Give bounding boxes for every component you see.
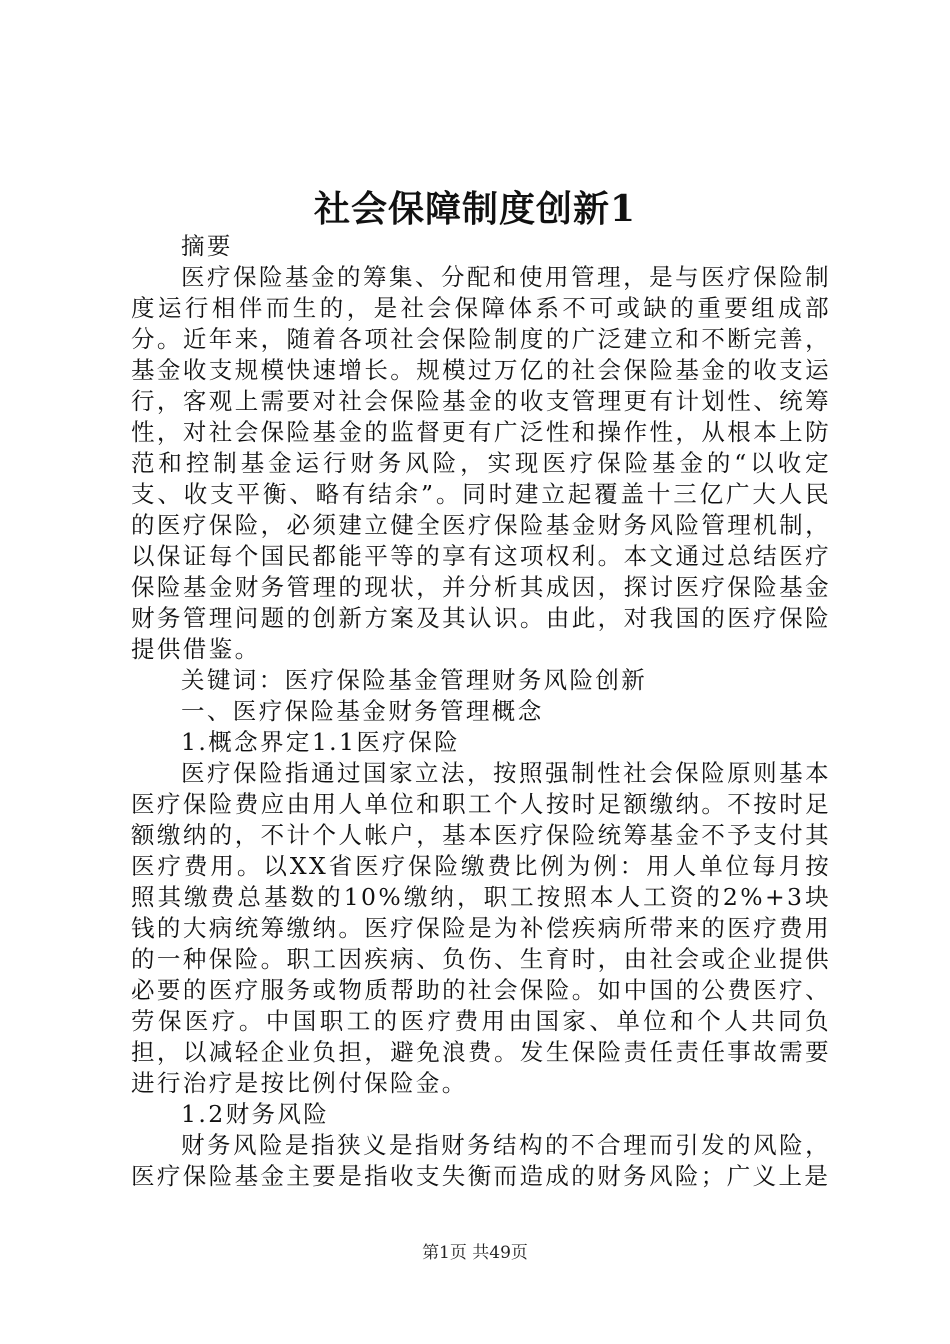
section-heading-1: 一、医疗保险基金财务管理概念 (181, 697, 544, 725)
document-body (131, 231, 831, 1192)
abstract-heading: 摘要 (181, 232, 233, 260)
abstract-paragraph: 医疗保险基金的筹集、分配和使用管理，是与医疗保险制度运行相伴而生的，是社会保障体系不可或缺的重要组成部分。近年来，随着各项社会保险制度的广泛建立和不断完善，基金收支规模快速增长。规模过万亿的社会保险基金的收支运行，客观上需要对社会保险基金的收支管理更有计划性、统筹性，对社会保险基金的监督更有广泛性和操作性，从根本上防范和控制基金运行财务风险，实现医疗保险基金的“以收定支、收支平衡、略有结余”。同时建立起覆盖十三亿广大人民的医疗保险，必须建立健全医疗保险基金财务风险管理机制，以保证每个国民都能平等的享有这项权利。本文通过总结医疗保险基金财务管理的现状，并分析其成因，探讨医疗保险基金财务管理问题的创新方案及其认识。由此，对我国的医疗保险提供借鉴。 (131, 263, 831, 663)
subsection-heading-1-2: 1.2财务风险 (181, 1100, 330, 1128)
medical-insurance-paragraph: 医疗保险指通过国家立法，按照强制性社会保险原则基本医疗保险费应由用人单位和职工个人按时足额缴纳。不按时足额缴纳的，不计个人帐户，基本医疗保险统筹基金不予支付其医疗费用。以XX省医疗保险缴费比例为例：用人单位每月按照其缴费总基数的10%缴纳，职工按照本人工资的2%+3块钱的大病统筹缴纳。医疗保险是为补偿疾病所带来的医疗费用的一种保险。职工因疾病、负伤、生育时，由社会或企业提供必要的医疗服务或物质帮助的社会保险。如中国的公费医疗、劳保医疗。中国职工的医疗费用由国家、单位和个人共同负担，以减轻企业负担，避免浪费。发生保险责任责任事故需要进行治疗是按比例付保险金。 (131, 759, 831, 1097)
financial-risk-paragraph: 财务风险是指狭义是指财务结构的不合理而引发的风险，医疗保险基金主要是指收支失衡而造成的财务风险；广义上是 (131, 1131, 831, 1190)
subsection-heading-1-1: 1.概念界定1.1医疗保险 (181, 728, 460, 756)
keywords-line: 关键词：医疗保险基金管理财务风险创新 (181, 666, 648, 694)
document-title: 社会保障制度创新1 (313, 188, 637, 230)
page-footer: 第1页 共49页 (422, 1243, 528, 1263)
